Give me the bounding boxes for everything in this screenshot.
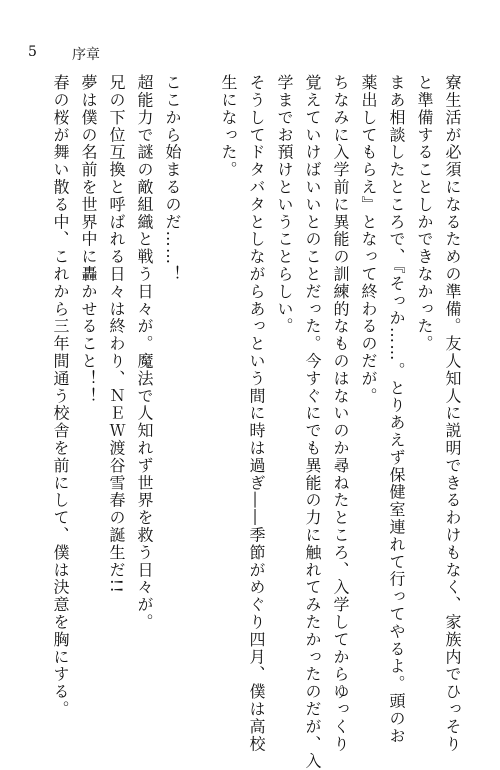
text-line: ちなみに入学前に異能の訓練的なものはないのか尋ねたところ、入学してからゆっくり (331, 74, 350, 753)
text-line: 兄の下位互換と呼ばれる日々は終わり、ＮＥＷ渡谷雪春の誕生だ!! (107, 74, 126, 595)
text-line: 超能力で謎の敵組織と戦う日々が。魔法で人知れず世界を救う日々が。 (135, 74, 154, 631)
text-line: まあ相談したところで、『そっか……。とりあえず保健室連れて行ってやるよ。頭のお (387, 74, 406, 745)
text-line: 生になった。 (219, 74, 238, 179)
text-line: ここから始まるのだ……！ (163, 74, 182, 283)
text-line: 春の桜が舞い散る中、これから三年間通う校舎を前にして、僕は決意を胸にする。 (51, 74, 70, 718)
text-line: 薬出してもらえ』となって終わるのだが。 (359, 74, 378, 405)
text-line: 夢は僕の名前を世界中に轟かせること！！ (79, 74, 98, 405)
paragraph-gap (186, 74, 214, 679)
text-line: そうしてドタバタとしながらあっという間に時は過ぎ――季節がめぐり四月、僕は高校 (247, 74, 266, 753)
text-line: 学までお預けということらしい。 (275, 74, 294, 335)
chapter-title: 序章 (72, 47, 100, 63)
text-line: 覚えていけばいいとのことだった。今すぐにでも異能の力に触れてみたかったのだが、入 (303, 74, 322, 770)
vertical-text-body (46, 74, 466, 770)
text-line: と準備することしかできなかった。 (415, 74, 434, 353)
text-line: 寮生活が必須になるための準備。友人知人に説明できるわけもなく、家族内でひっそり (443, 74, 462, 753)
page-number: 5 (28, 44, 37, 60)
